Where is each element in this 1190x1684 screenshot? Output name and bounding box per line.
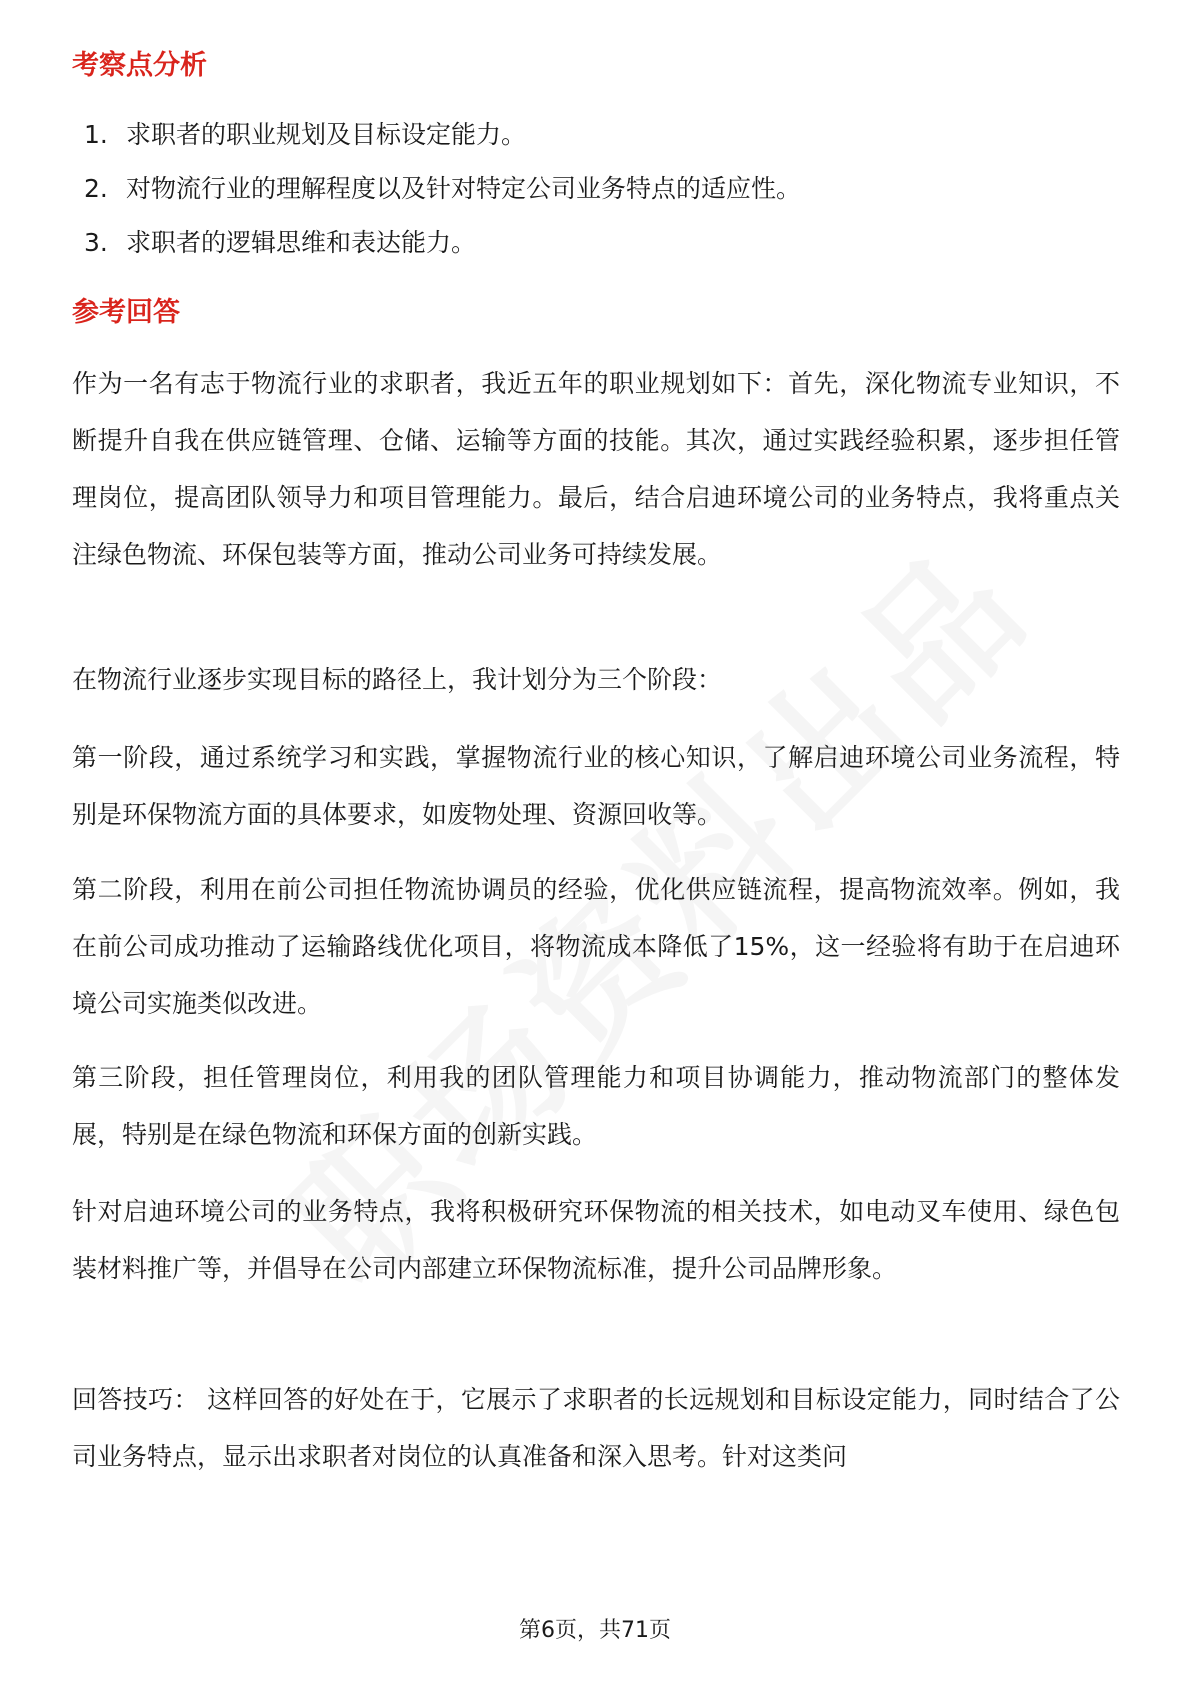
- paragraph: 作为一名有志于物流行业的求职者，我近五年的职业规划如下：首先，深化物流专业知识，不断提升自我在供应链管理、仓储、运输等方面的技能。其次，通过实践经验积累，逐步担任管理岗位，提高团队领导力和项目管理能力。最后，结合启迪环境公司的业务特点，我将重点关注绿色物流、环保包装等方面，推动公司业务可持续发展。: [72, 369, 1120, 569]
- list-item: [84, 115, 1130, 155]
- page-number: 第6页，共71页: [519, 1618, 671, 1643]
- paragraph: 回答技巧： 这样回答的好处在于，它展示了求职者的长远规划和目标设定能力，同时结合了公司业务特点，显示出求职者对岗位的认真准备和深入思考。针对这类问: [72, 1385, 1120, 1471]
- section-heading-analysis: 考察点分析: [72, 50, 207, 81]
- list-item: [84, 169, 1130, 209]
- paragraph: 第一阶段，通过系统学习和实践，掌握物流行业的核心知识，了解启迪环境公司业务流程，特别是环保物流方面的具体要求，如废物处理、资源回收等。: [72, 743, 1120, 829]
- section-heading-reference-answer: 参考回答: [72, 297, 180, 328]
- paragraph: 针对启迪环境公司的业务特点，我将积极研究环保物流的相关技术，如电动叉车使用、绿色包装材料推广等，并倡导在公司内部建立环保物流标准，提升公司品牌形象。: [72, 1197, 1120, 1283]
- paragraph: 第二阶段，利用在前公司担任物流协调员的经验，优化供应链流程，提高物流效率。例如，我在前公司成功推动了运输路线优化项目，将物流成本降低了15%，这一经验将有助于在启迪环境公司实施类似改进。: [72, 875, 1120, 1018]
- list-number: 1.: [84, 120, 108, 149]
- list-number: 2.: [84, 174, 108, 203]
- list-text: 求职者的逻辑思维和表达能力。: [126, 228, 477, 257]
- list-text: 对物流行业的理解程度以及针对特定公司业务特点的适应性。: [126, 174, 802, 203]
- list-item: [84, 223, 1130, 263]
- list-text: 求职者的职业规划及目标设定能力。: [126, 120, 527, 149]
- paragraph: 第三阶段，担任管理岗位，利用我的团队管理能力和项目协调能力，推动物流部门的整体发展，特别是在绿色物流和环保方面的创新实践。: [72, 1063, 1120, 1149]
- paragraph: 在物流行业逐步实现目标的路径上，我计划分为三个阶段：: [72, 665, 723, 694]
- list-number: 3.: [84, 228, 108, 257]
